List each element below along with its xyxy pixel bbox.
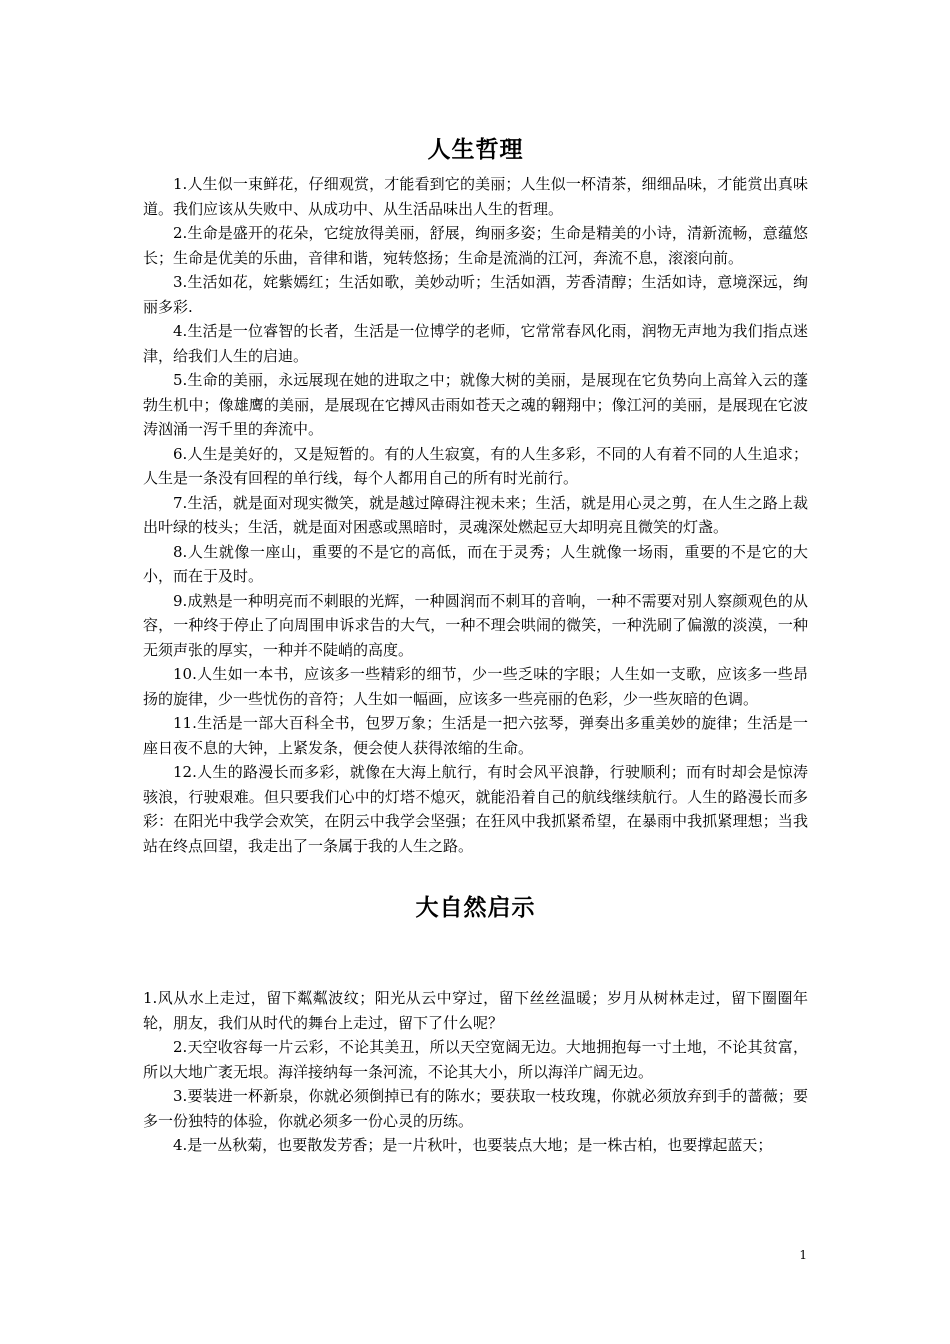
section-nature-inspiration bbox=[143, 882, 808, 1158]
paragraph: 11.生活是一部大百科全书，包罗万象；生活是一把六弦琴，弹奏出多重美妙的旋律；生活是一座日夜不息的大钟，上紧发条，便会使人获得浓缩的生命。 bbox=[143, 714, 808, 757]
paragraph: 4.是一丛秋菊，也要散发芳香；是一片秋叶，也要装点大地；是一株古柏，也要撑起蓝天； bbox=[173, 1136, 773, 1154]
paragraph: 9.成熟是一种明亮而不刺眼的光辉，一种圆润而不刺耳的音响，一种不需要对别人察颜观色的从容，一种终于停止了向周围申诉求告的大气，一种不理会哄闹的微笑，一种洗刷了偏激的淡漠，一种无须声张的厚实，一种并不陡峭的高度。 bbox=[143, 591, 808, 659]
paragraph: 8.人生就像一座山，重要的不是它的高低，而在于灵秀；人生就像一场雨，重要的不是它的大小，而在于及时。 bbox=[143, 542, 808, 585]
paragraph: 3.要装进一杯新泉，你就必须倒掉已有的陈水；要获取一枝玫瑰，你就必须放弃到手的蔷薇；要多一份独特的体验，你就必须多一份心灵的历练。 bbox=[143, 1087, 808, 1130]
section-title: 人生哲理 bbox=[427, 137, 524, 163]
paragraph: 4.生活是一位睿智的长者，生活是一位博学的老师，它常常春风化雨，润物无声地为我们指点迷津，给我们人生的启迪。 bbox=[143, 322, 808, 365]
section-life-philosophy bbox=[143, 120, 808, 858]
paragraph: 3.生活如花，姹紫嫣红；生活如歌，美妙动听；生活如酒，芳香清醇；生活如诗，意境深远，绚丽多彩. bbox=[143, 273, 808, 316]
paragraph: 5.生命的美丽，永远展现在她的进取之中；就像大树的美丽，是展现在它负势向上高耸入云的蓬勃生机中；像雄鹰的美丽，是展现在它搏风击雨如苍天之魂的翱翔中；像江河的美丽，是展现在它波涛汹涌一泻千里的奔流中。 bbox=[143, 371, 808, 438]
paragraph: 2.生命是盛开的花朵，它绽放得美丽，舒展，绚丽多姿；生命是精美的小诗，清新流畅，意蕴悠长；生命是优美的乐曲，音律和谐，宛转悠扬；生命是流淌的江河，奔流不息，滚滚向前。 bbox=[143, 224, 808, 267]
page-content bbox=[143, 120, 808, 1158]
paragraph: 10.人生如一本书，应该多一些精彩的细节，少一些乏味的字眼；人生如一支歌，应该多一些昂扬的旋律，少一些忧伤的音符；人生如一幅画，应该多一些亮丽的色彩，少一些灰暗的色调。 bbox=[143, 665, 808, 708]
section-spacer bbox=[143, 940, 808, 986]
paragraph: 6.人生是美好的，又是短暂的。有的人生寂寞，有的人生多彩，不同的人有着不同的人生追求；人生是一条没有回程的单行线，每个人都用自己的所有时光前行。 bbox=[143, 444, 808, 487]
paragraph: 1.人生似一束鲜花，仔细观赏，才能看到它的美丽；人生似一杯清茶，细细品味，才能赏出真味道。我们应该从失败中、从成功中、从生活品味出人生的哲理。 bbox=[143, 175, 808, 218]
paragraph: 7.生活，就是面对现实微笑，就是越过障碍注视未来；生活，就是用心灵之剪，在人生之路上裁出叶绿的枝头；生活，就是面对困惑或黑暗时，灵魂深处燃起豆大却明亮且微笑的灯盏。 bbox=[143, 493, 808, 536]
paragraph: 12.人生的路漫长而多彩，就像在大海上航行，有时会风平浪静，行驶顺利；而有时却会是惊涛骇浪，行驶艰难。但只要我们心中的灯塔不熄灭，就能沿着自己的航线继续航行。人生的路漫长而多彩：在阳光中我学会欢笑，在阴云中我学会坚强；在狂风中我抓紧希望，在暴雨中我抓紧理想；当我站在终点回望，我走出了一条属于我的人生之路。 bbox=[143, 763, 808, 855]
paragraph: 2.天空收容每一片云彩，不论其美丑，所以天空宽阔无边。大地拥抱每一寸土地，不论其贫富，所以大地广袤无垠。海洋接纳每一条河流，不论其大小，所以海洋广阔无边。 bbox=[143, 1038, 808, 1081]
page-number: 1 bbox=[799, 1248, 807, 1262]
section-title: 大自然启示 bbox=[415, 895, 536, 921]
paragraph: 1.风从水上走过，留下粼粼波纹；阳光从云中穿过，留下丝丝温暖；岁月从树林走过，留下圈圈年轮，朋友，我们从时代的舞台上走过，留下了什么呢？ bbox=[143, 989, 808, 1032]
